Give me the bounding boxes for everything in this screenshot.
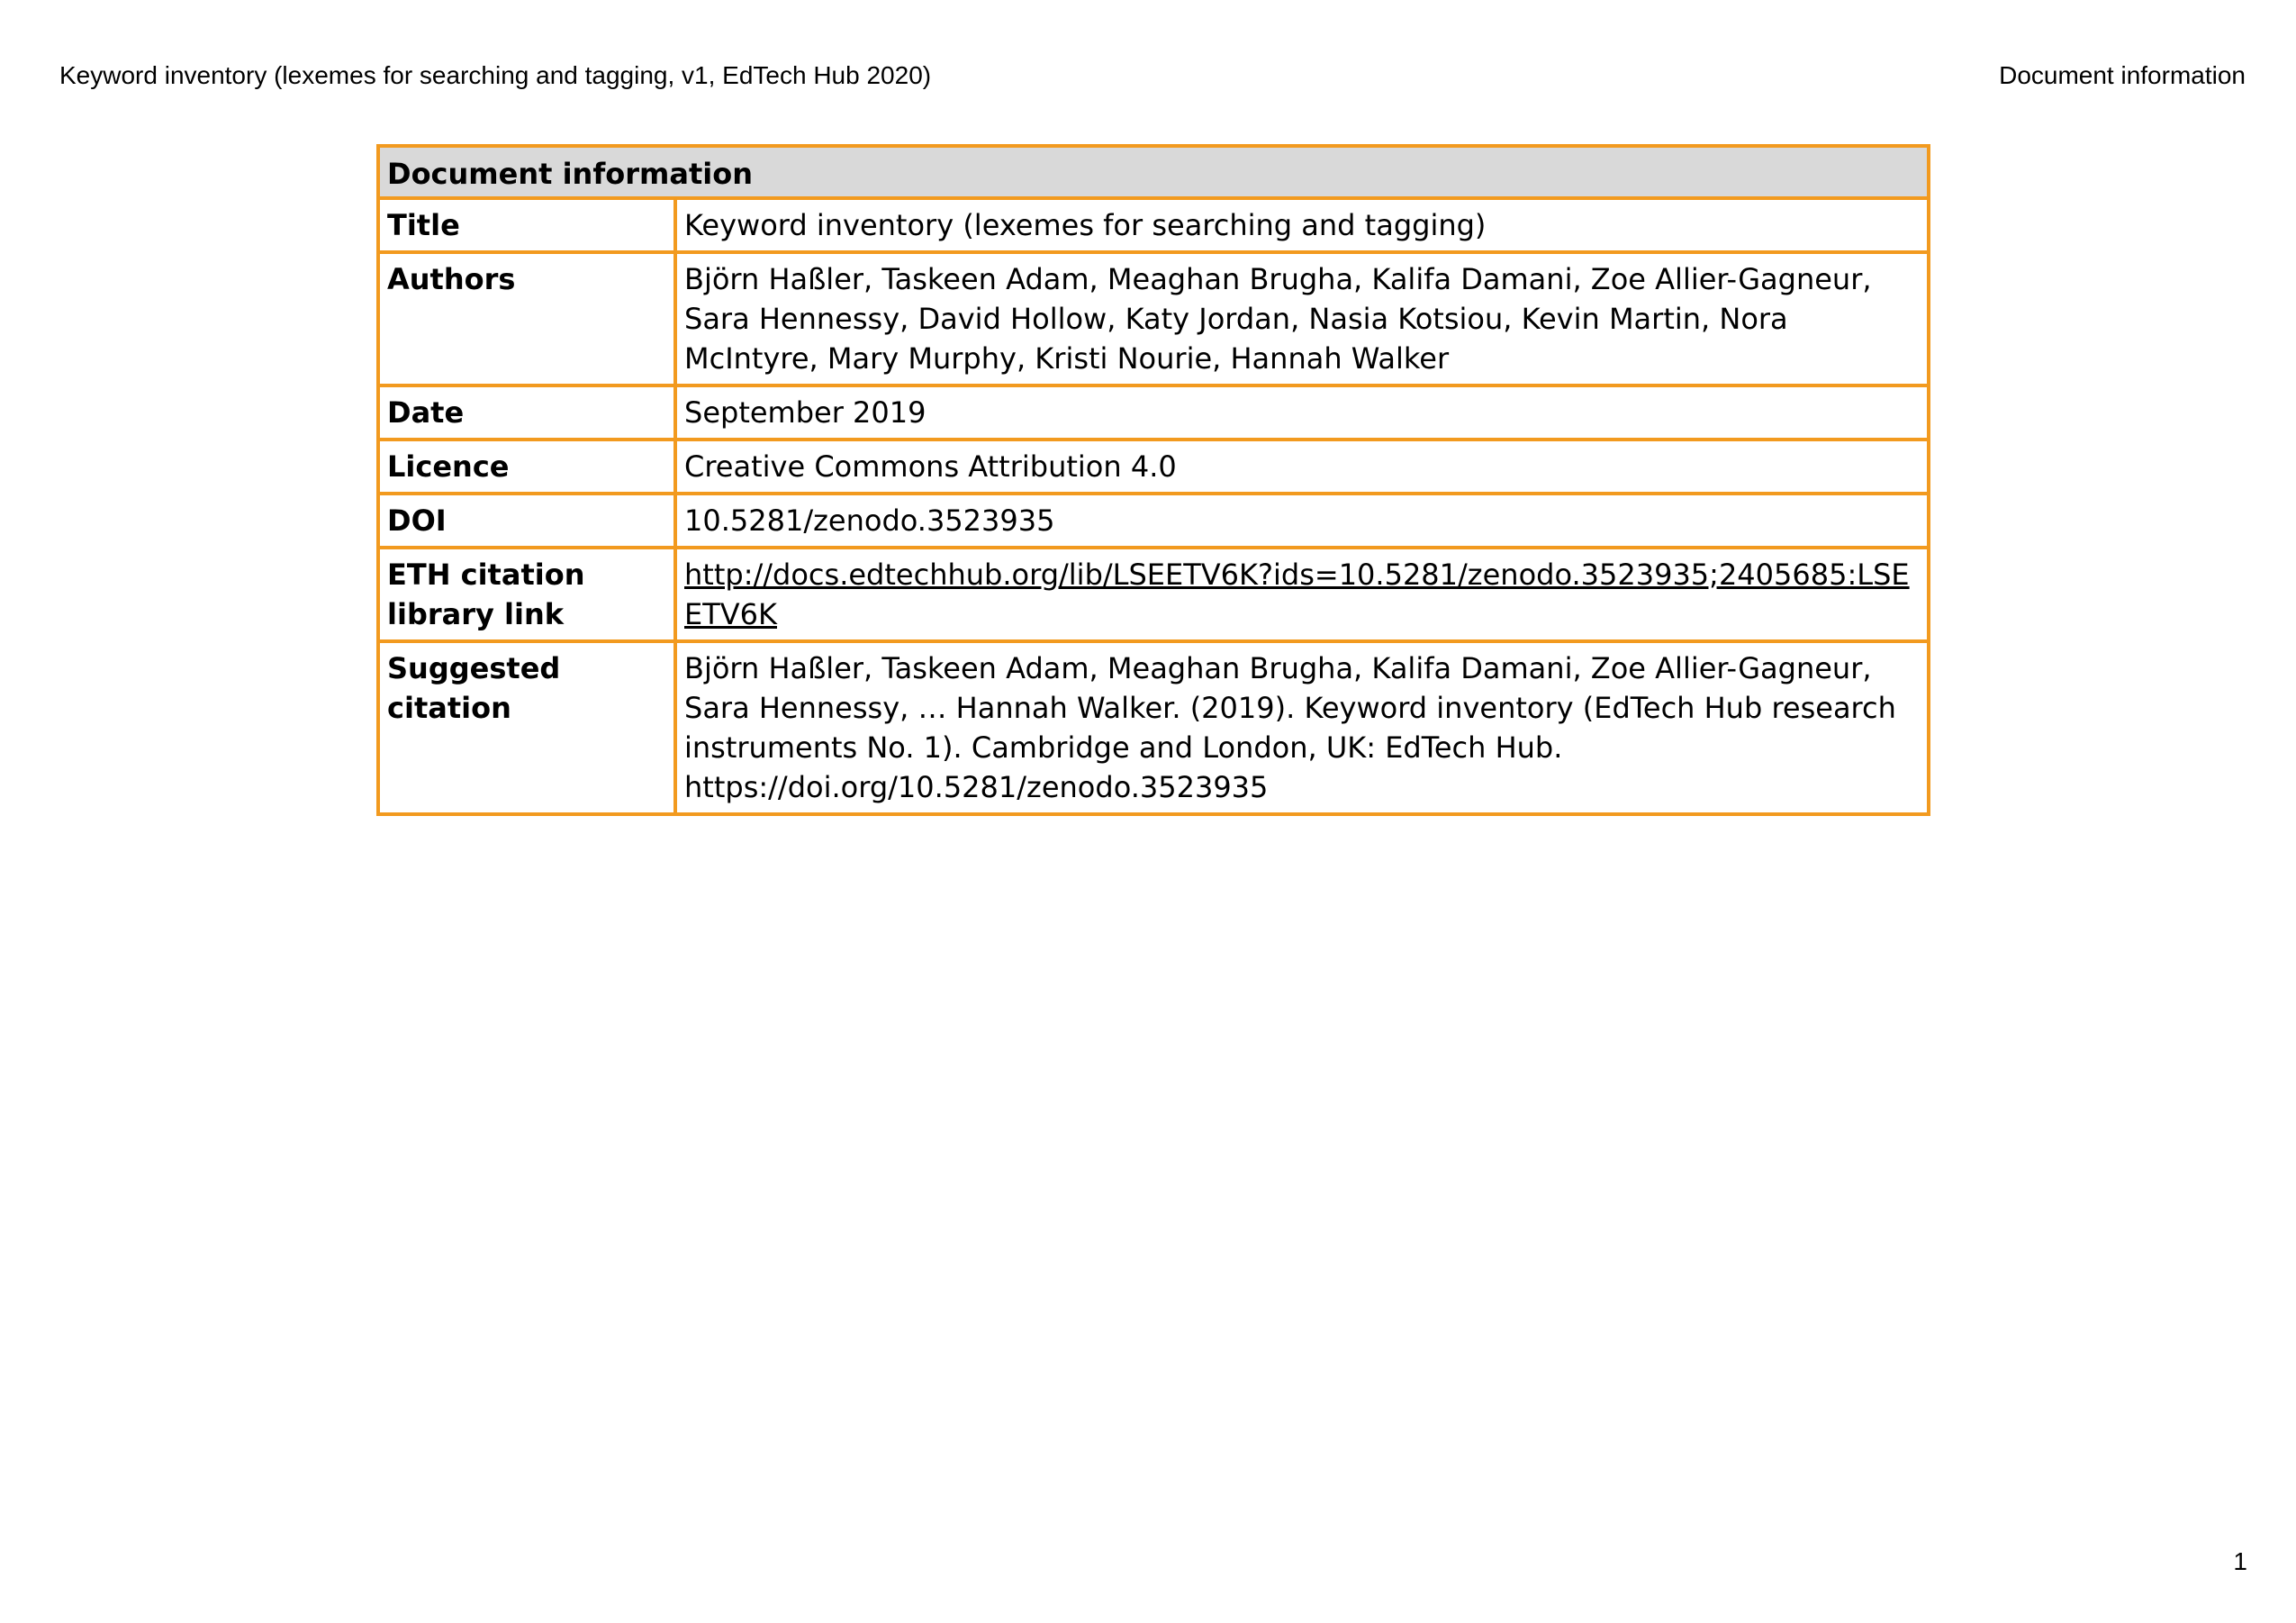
table-heading: Document information (378, 146, 1929, 198)
row-value-licence: Creative Commons Attribution 4.0 (675, 440, 1929, 494)
row-label-library-link: ETH citation library link (378, 548, 675, 641)
table-row-library-link (378, 548, 1929, 641)
row-value-date: September 2019 (675, 385, 1929, 440)
running-header-title: Keyword inventory (lexemes for searching and tagging, v1, EdTech Hub 2020) (59, 61, 932, 89)
table-heading-row (378, 146, 1929, 198)
document-information-table (376, 144, 1930, 816)
row-value-title: Keyword inventory (lexemes for searching and tagging) (675, 198, 1929, 252)
table-row-title (378, 198, 1929, 252)
row-label-suggested-citation: Suggested citation (378, 641, 675, 814)
table-row-licence (378, 440, 1929, 494)
table-row-date (378, 385, 1929, 440)
row-label-doi: DOI (378, 494, 675, 548)
table-row-authors (378, 252, 1929, 385)
table-row-doi (378, 494, 1929, 548)
row-label-licence: Licence (378, 440, 675, 494)
row-value-suggested-citation: Björn Haßler, Taskeen Adam, Meaghan Brugha, Kalifa Damani, Zoe Allier-Gagneur, Sara Hennessy, … Hannah Walker. (2019). Keyword inventory (EdTech Hub research instruments No. 1). Cambridge and London, UK: EdTech Hub. https://doi.org/10.5281/zenodo.3523935 (675, 641, 1929, 814)
table-row-suggested-citation (378, 641, 1929, 814)
eth-library-link[interactable]: http://docs.edtechhub.org/lib/LSEETV6K?ids=10.5281/zenodo.3523935;2405685:LSEETV6K (684, 558, 1910, 631)
row-value-authors: Björn Haßler, Taskeen Adam, Meaghan Brugha, Kalifa Damani, Zoe Allier-Gagneur, Sara Hennessy, David Hollow, Katy Jordan, Nasia Kotsiou, Kevin Martin, Nora McIntyre, Mary Murphy, Kristi Nourie, Hannah Walker (675, 252, 1929, 385)
row-value-doi: 10.5281/zenodo.3523935 (675, 494, 1929, 548)
row-value-library-link (675, 548, 1929, 641)
row-label-authors: Authors (378, 252, 675, 385)
row-label-date: Date (378, 385, 675, 440)
page-number: 1 (2233, 1547, 2247, 1575)
running-header-section: Document information (1999, 61, 2246, 89)
row-label-title: Title (378, 198, 675, 252)
